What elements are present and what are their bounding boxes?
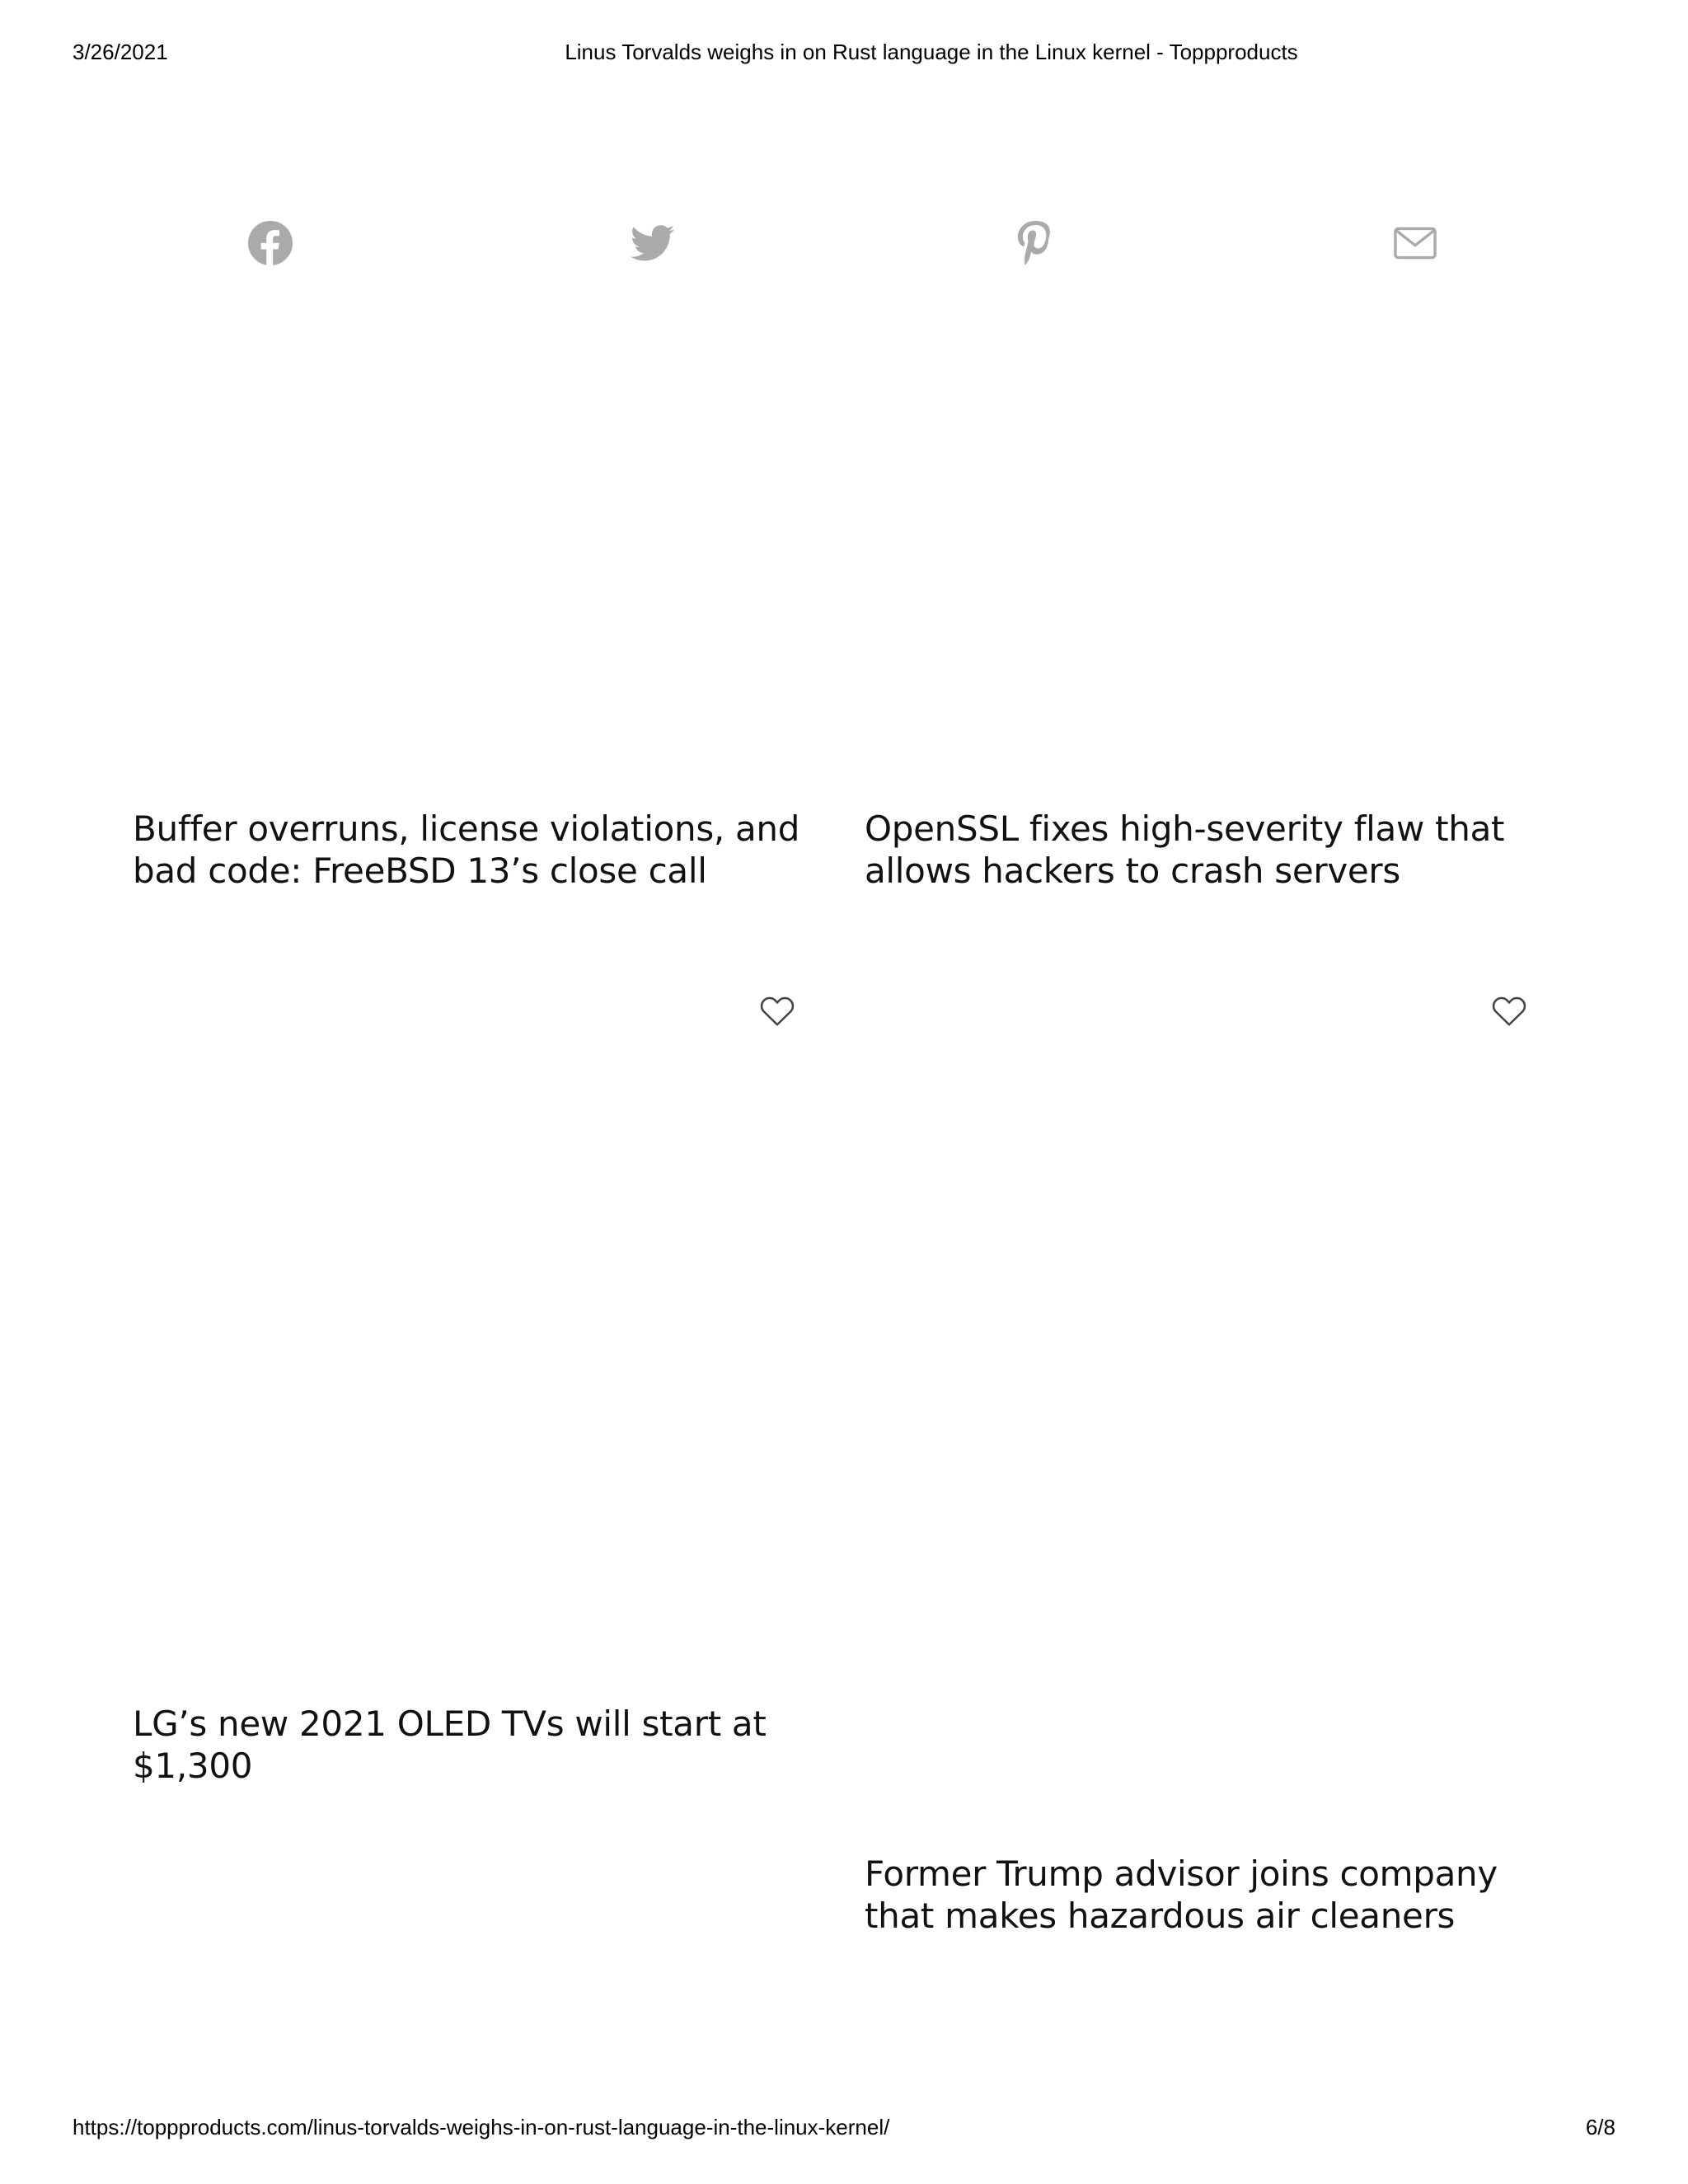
facebook-icon[interactable] — [248, 221, 293, 265]
email-icon[interactable] — [1393, 221, 1437, 265]
print-url: https://toppproducts.com/linus-torvalds-weighs-in-on-rust-language-in-the-linux-kernel/ — [73, 2115, 890, 2139]
heart-icon[interactable] — [759, 994, 795, 1027]
print-page-title: Linus Torvalds weighs in on Rust language in the Linux kernel - Toppproducts — [565, 40, 1298, 64]
related-post-title[interactable]: LG’s new 2021 OLED TVs will start at $1,300 — [133, 1704, 767, 1786]
related-post-title[interactable]: Buffer overruns, license violations, and bad code: FreeBSD 13’s close call — [133, 808, 800, 891]
related-post-title[interactable]: Former Trump advisor joins company that makes hazardous air cleaners — [865, 1854, 1498, 1936]
page-number: 6/8 — [1585, 2115, 1615, 2139]
related-post-title[interactable]: OpenSSL fixes high-severity flaw that allows hackers to crash servers — [865, 808, 1505, 891]
print-date: 3/26/2021 — [73, 40, 168, 64]
pinterest-icon[interactable] — [1013, 221, 1057, 265]
heart-icon[interactable] — [1491, 994, 1527, 1027]
twitter-icon[interactable] — [631, 221, 675, 265]
